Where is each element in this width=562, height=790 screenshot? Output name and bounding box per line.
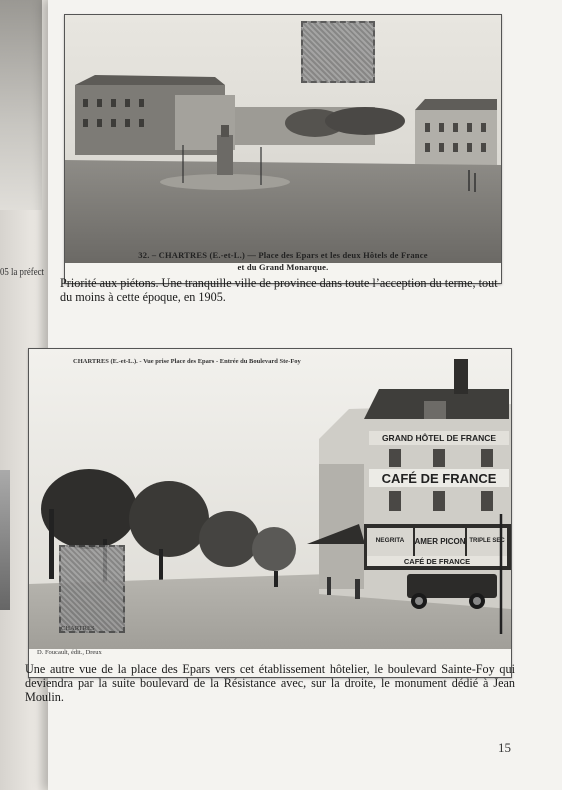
ad-triple-sec: TRIPLE SEC (469, 538, 505, 544)
postcard-photo-place-des-epars (64, 14, 502, 284)
facing-page-photo-bottom (0, 470, 10, 610)
postcard-scene-1 (65, 15, 501, 283)
card-caption-line-1: 32. – CHARTRES (E.-et-L.) — Place des Epars et les deux Hôtels de France (138, 250, 428, 260)
postage-stamp-2 (59, 545, 125, 633)
ad-amer-picon: AMER PICON (414, 537, 466, 546)
publisher-credit: D. Foucault, édit., Dreux (37, 649, 102, 656)
photo-1-caption: Priorité aux piétons. Une tranquille ville de province dans toute l’acception du terme, tout du moins à cette époque, en 1905. (60, 276, 498, 304)
facing-page-caption-fragment: 05 la préfect (0, 266, 44, 278)
card-header: CHARTRES (E.-et-L.). - Vue prise Place des Epars - Entrée du Boulevard Ste-Foy (73, 358, 301, 365)
postcard-photo-boulevard-ste-foy (28, 348, 512, 678)
facing-page-photo-top (0, 0, 42, 210)
cafe-sign: CAFÉ DE FRANCE (381, 471, 497, 486)
ad-negrita: NEGRITA (375, 537, 405, 544)
postage-stamp (301, 21, 375, 83)
cafe-sign-lower: CAFÉ DE FRANCE (403, 557, 471, 566)
photo-2-caption: Une autre vue de la place des Epars vers cet établissement hôtelier, le boulevard Sainte-Foy qui deviendra par la suite boulevard de la Résistance avec, sur la droite, le monument dédié à Jean Moulin. (25, 662, 515, 704)
hotel-sign: GRAND HÔTEL DE FRANCE (381, 433, 497, 443)
page-number: 15 (498, 740, 511, 755)
card-caption-line-2: et du Grand Monarque. (237, 262, 329, 272)
stamp-text: CHARTRES (61, 625, 95, 632)
